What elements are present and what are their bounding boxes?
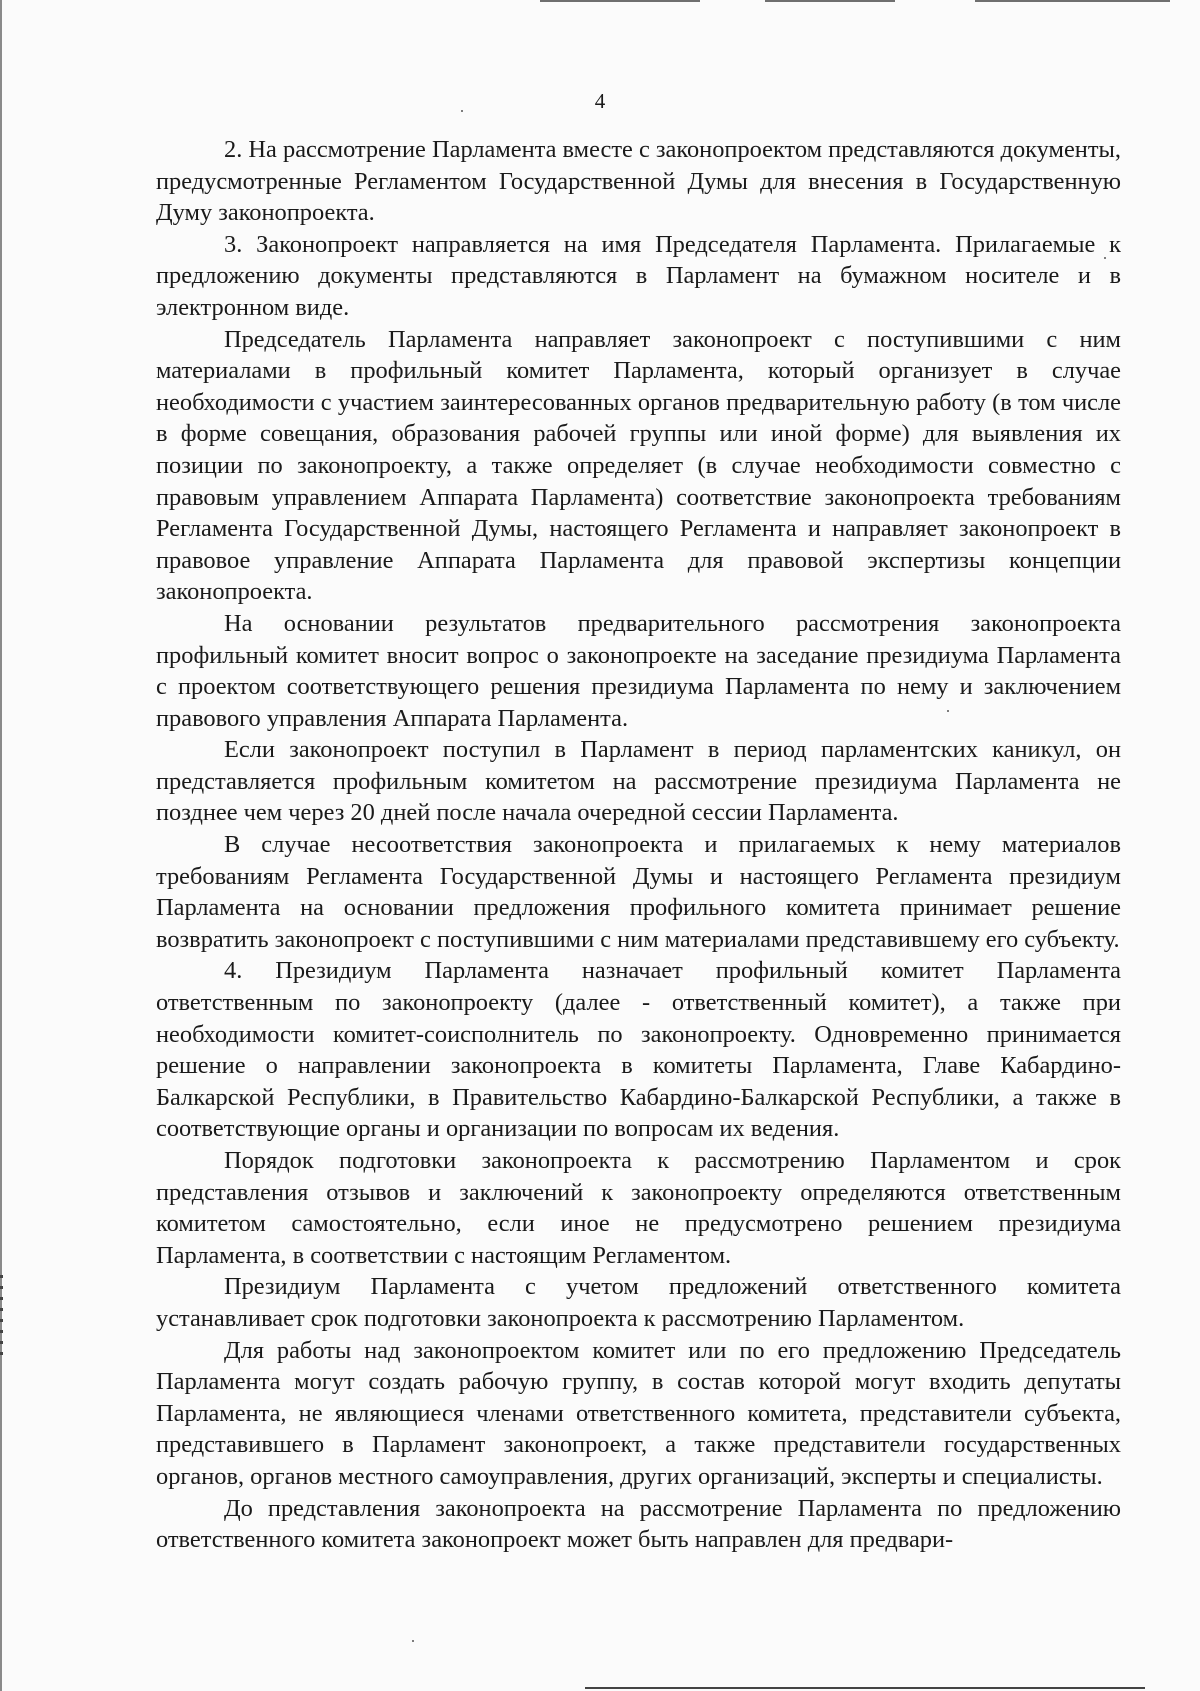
scan-edge-mark xyxy=(975,0,1170,2)
scan-edge-mark xyxy=(540,0,700,2)
paragraph: Если законопроект поступил в Парламент в период парламентских каникул, он представляется профильным комитетом на рассмотрение президиума Парламента не позднее чем через 20 дней после начала очередной сессии Парламента. xyxy=(156,736,1121,827)
paragraph: В случае несоответствия законопроекта и прилагаемых к нему материалов требованиям Регламента Государственной Думы и настоящего Регламента президиум Парламента на основании предложения профильного комитета принимает решение возвратить законопроект с поступившими с ним материалами представившему его субъекту. xyxy=(156,831,1121,953)
paragraph: 3. Законопроект направляется на имя Председателя Парламента. Прилагаемые к предложению документы представляются в Парламент на бумажном носителе и в электронном виде. xyxy=(156,230,1121,321)
paragraph: 4. Президиум Парламента назначает профильный комитет Парламента ответственным по законопроекту (далее - ответственный комитет), а также при необходимости комитет-соисполнитель по законопроекту. Одновременно принимается решение о направлении законопроекта в комитеты Парламента, Главе Кабардино-Балкарской Республики, в Правительство Кабардино-Балкарской Республики, а также в соответствующие органы и организации по вопросам их ведения. xyxy=(156,957,1121,1143)
body-text xyxy=(156,134,1121,1556)
scan-bottom-edge xyxy=(585,1687,1145,1689)
paragraph: Порядок подготовки законопроекта к рассмотрению Парламентом и срок представления отзывов и заключений к законопроекту определяются ответственным комитетом самостоятельно, если иное не предусмотрено решением президиума Парламента, в соответствии с настоящим Регламентом. xyxy=(156,1147,1121,1269)
paragraph: Председатель Парламента направляет законопроект с поступившими с ним материалами в профильный комитет Парламента, который организует в случае необходимости с участием заинтересованных органов предварительную работу (в том числе в форме совещания, образования рабочей группы или иной форме) для выявления их позиции по законопроекту, а также определяет (в случае необходимости совместно с правовым управлением Аппарата Парламента) соответствие законопроекта требованиям Регламента Государственной Думы, настоящего Регламента и направляет законопроект в правовое управление Аппарата Парламента для правовой экспертизы концепции законопроекта. xyxy=(156,325,1121,606)
paragraph: Для работы над законопроектом комитет или по его предложению Председатель Парламента могут создать рабочую группу, в состав которой могут входить депутаты Парламента, не являющиеся членами ответственного комитета, представители субъекта, представившего в Парламент законопроект, а также представители государственных органов, органов местного самоуправления, других организаций, эксперты и специалисты. xyxy=(156,1336,1121,1490)
page-number: 4 xyxy=(594,89,606,113)
scan-edge-mark xyxy=(765,0,895,2)
paragraph: 2. На рассмотрение Парламента вместе с законопроектом представляются документы, предусмотренные Регламентом Государственной Думы для внесения в Государственную Думу законопроекта. xyxy=(156,136,1121,227)
scan-speck xyxy=(412,1640,414,1642)
scan-left-edge xyxy=(0,0,2,1691)
paragraph: До представления законопроекта на рассмотрение Парламента по предложению ответственного комитета законопроект может быть направлен для предвари- xyxy=(156,1494,1121,1554)
scan-left-edge-marks xyxy=(0,1275,3,1355)
paragraph: Президиум Парламента с учетом предложений ответственного комитета устанавливает срок подготовки законопроекта к рассмотрению Парламентом. xyxy=(156,1273,1121,1332)
paragraph: На основании результатов предварительного рассмотрения законопроекта профильный комитет вносит вопрос о законопроекте на заседание президиума Парламента с проектом соответствующего решения президиума Парламента по нему и заключением правового управления Аппарата Парламента. xyxy=(156,609,1121,732)
